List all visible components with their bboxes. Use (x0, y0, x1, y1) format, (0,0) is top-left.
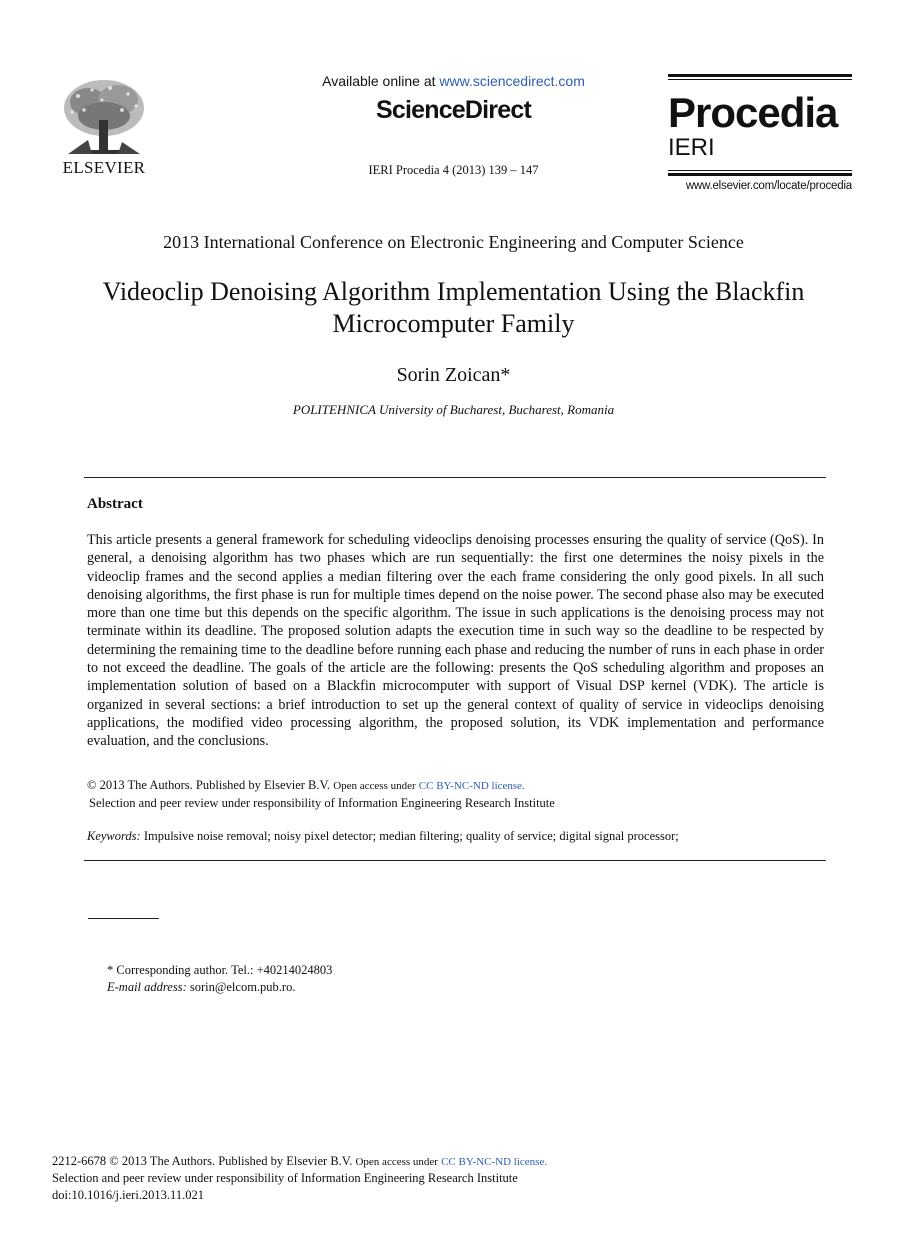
footer-open-access: Open access under (355, 1156, 438, 1168)
elsevier-wordmark: ELSEVIER (62, 158, 146, 177)
footer-issn-line (52, 1154, 547, 1169)
available-prefix: Available online at (322, 73, 440, 89)
abstract-top-rule (84, 477, 826, 478)
procedia-title: Procedia (668, 89, 838, 136)
copyright-text: © 2013 The Authors. Published by Elsevier B.V. (87, 778, 331, 792)
conference-name: 2013 International Conference on Electronic Engineering and Computer Science (163, 232, 744, 252)
procedia-subtitle: IERI (668, 134, 715, 161)
abstract-body: This article presents a general framework for scheduling videoclips denoising processes ensuring the quality of service (QoS). In general, a denoising algorithm has two phases which are run sequentially: the first one determines the noisy pixels in the videoclip frames and the second applies a median filtering over the each frame considering the only good pixels. In all such denoising algorithms, the first phase is run for multiple times depend on the noise power. The second phase also may be executed more than one time but this depends on the specific algorithm. The issue in such applications is the denoising process may not terminate within its deadline. The proposed solution adapts the execution time in such way so the deadline to be respected by determining the remaining time to the deadline before running each phase and reducing the number of runs in each phase in order to not exceed the deadline. The goals of the article are the following: presents the QoS scheduling algorithm and proposes an implementation solution of based on a Blackfin microcomputer with support of Visual DSP kernel (VDK). The article is organized in several sections: a brief introduction to set up the general context of quality of service in videoclips denoising applications, the modified video processing algorithm, the proposed solution, its VDK implementation and performance evaluation, and the conclusions. (87, 532, 824, 750)
keywords-label: Keywords: (87, 829, 141, 843)
email-address[interactable]: sorin@elcom.pub.ro. (189, 980, 296, 994)
author-affiliation: POLITEHNICA University of Bucharest, Bucharest, Romania (292, 402, 615, 417)
license-link[interactable]: CC BY-NC-ND license. (418, 780, 525, 792)
copyright-line (87, 778, 525, 793)
keywords-line (87, 829, 679, 844)
footnote-rule (88, 918, 159, 919)
corresponding-author: * Corresponding author. Tel.: +40214024803 (107, 963, 333, 977)
email-line (107, 980, 295, 995)
open-access-text: Open access under (333, 780, 416, 792)
sciencedirect-logo: ScienceDirect (376, 96, 531, 124)
masthead-rule-bottom (668, 173, 852, 176)
procedia-url[interactable]: www.elsevier.com/locate/procedia (685, 180, 852, 192)
paper-title: Videoclip Denoising Algorithm Implementation Using the Blackfin Microcomputer Family (102, 277, 805, 338)
footer-issn-text: 2212-6678 © 2013 The Authors. Published by Elsevier B.V. (52, 1154, 353, 1168)
doi-line[interactable]: doi:10.1016/j.ieri.2013.11.021 (52, 1188, 204, 1202)
sciencedirect-link[interactable]: www.sciencedirect.com (439, 73, 585, 89)
masthead-rule-top-thin (668, 79, 852, 80)
footer-license-link[interactable]: CC BY-NC-ND license. (441, 1156, 548, 1168)
procedia-masthead (668, 74, 852, 176)
author-name: Sorin Zoican* (396, 364, 511, 386)
keywords-bottom-rule (84, 860, 826, 861)
abstract-heading: Abstract (87, 496, 143, 512)
journal-reference: IERI Procedia 4 (2013) 139 – 147 (368, 163, 539, 177)
footer-review-line: Selection and peer review under responsibility of Information Engineering Research Institute (52, 1171, 518, 1185)
keywords-text: Impulsive noise removal; noisy pixel detector; median filtering; quality of service; digital signal processor; (143, 829, 679, 843)
peer-review-line: Selection and peer review under responsibility of Information Engineering Research Institute (89, 796, 555, 810)
email-label: E-mail address: (107, 980, 187, 994)
